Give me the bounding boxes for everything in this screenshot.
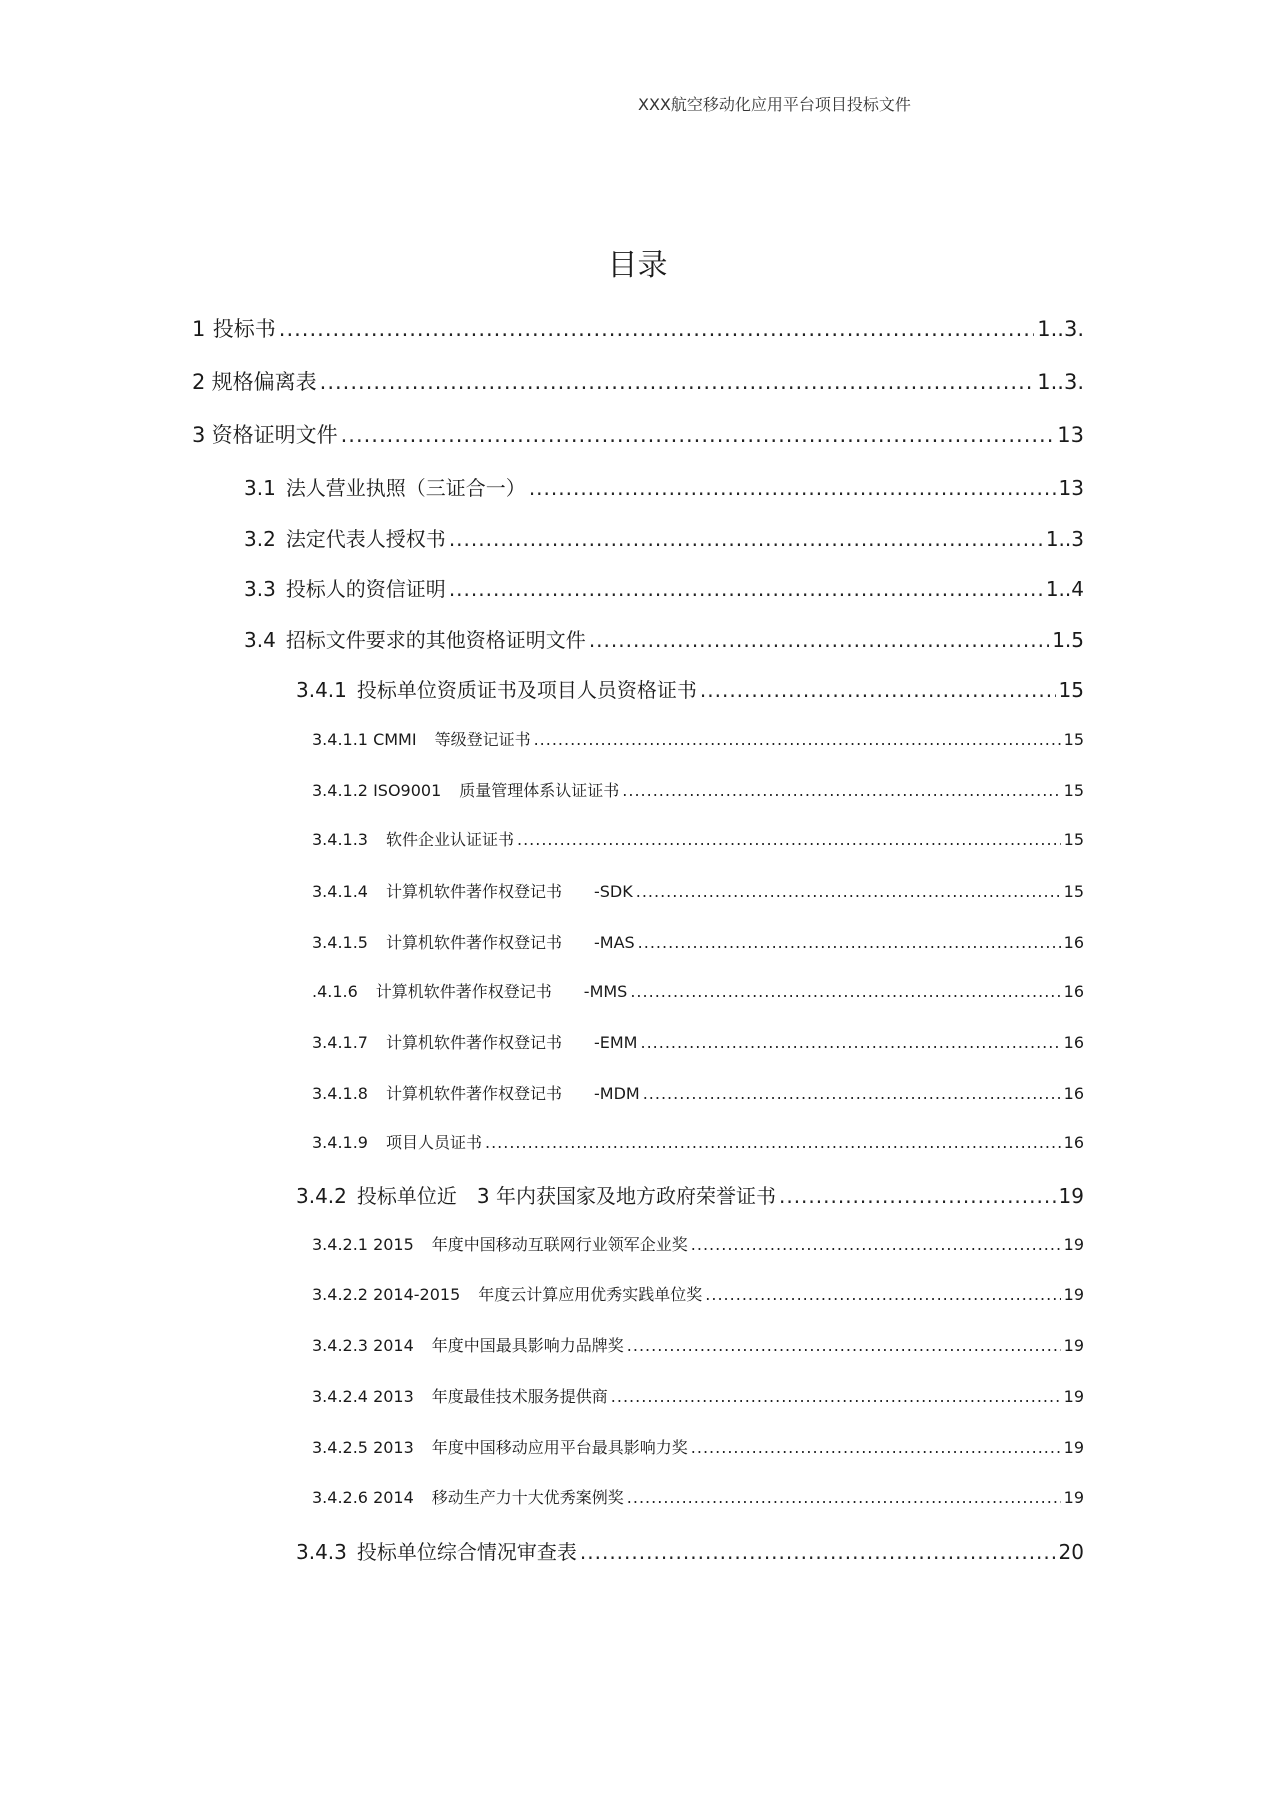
toc-entry-title: 质量管理体系认证证书 bbox=[459, 781, 620, 800]
toc-entry-number: 3.4.1.8 bbox=[312, 1084, 368, 1103]
toc-entry-number: 3.1 bbox=[244, 476, 276, 500]
toc-entry-page: 19 bbox=[1063, 1336, 1084, 1355]
toc-entry-number: 3.4.2.1 2015 bbox=[312, 1235, 414, 1254]
toc-entry-page: 16 bbox=[1063, 1084, 1084, 1103]
toc-entry-page: 15 bbox=[1063, 730, 1084, 749]
dot-leader bbox=[640, 1033, 1060, 1052]
toc-entry-3-4-1-5[interactable] bbox=[312, 930, 1084, 953]
toc-entry-title: 项目人员证书 bbox=[385, 1133, 482, 1152]
toc-entry-number: 3.4.2.4 2013 bbox=[312, 1387, 414, 1406]
toc-entry-3[interactable] bbox=[192, 419, 1084, 449]
toc-entry-3-4-1[interactable] bbox=[296, 674, 1084, 703]
toc-entry-number: 3.4.1.5 bbox=[312, 933, 368, 952]
toc-entry-title: 法定代表人授权书 bbox=[285, 527, 446, 551]
toc-entry-3-1[interactable] bbox=[244, 472, 1084, 501]
toc-entry-page: 16 bbox=[1063, 933, 1084, 952]
dot-leader bbox=[279, 317, 1034, 341]
toc-entry-3-4-2[interactable] bbox=[296, 1180, 1084, 1209]
dot-leader bbox=[449, 577, 1043, 601]
toc-entry-number: 3.4.2.5 2013 bbox=[312, 1438, 414, 1457]
dot-leader bbox=[636, 882, 1061, 901]
dot-leader bbox=[630, 982, 1060, 1001]
toc-entry-title: 投标单位资质证书及项目人员资格证书 bbox=[356, 678, 697, 702]
dot-leader bbox=[627, 1336, 1061, 1355]
toc-entry-title: 招标文件要求的其他资格证明文件 bbox=[285, 628, 586, 652]
toc-entry-page: 1.5 bbox=[1052, 628, 1084, 652]
toc-entry-number: 2 bbox=[192, 370, 206, 394]
toc-entry-3-4-2-4[interactable] bbox=[312, 1384, 1084, 1407]
toc-entry-3-4-1-1[interactable] bbox=[312, 727, 1084, 750]
toc-entry-title: 资格证明文件 bbox=[211, 423, 338, 447]
toc-entry-page: 15 bbox=[1063, 781, 1084, 800]
toc-entry-page: 19 bbox=[1063, 1285, 1084, 1304]
dot-leader bbox=[627, 1488, 1061, 1507]
toc-entry-title: 投标单位综合情况审查表 bbox=[356, 1540, 577, 1564]
toc-entry-title: 计算机软件著作权登记书 -SDK bbox=[385, 882, 633, 901]
toc-entry-page: 19 bbox=[1063, 1488, 1084, 1507]
toc-entry-3-4-1-7[interactable] bbox=[312, 1030, 1084, 1053]
dot-leader bbox=[638, 933, 1061, 952]
dot-leader bbox=[485, 1133, 1061, 1152]
toc-entry-2[interactable] bbox=[192, 366, 1084, 396]
toc-entry-title: 计算机软件著作权登记书 -MMS bbox=[375, 982, 628, 1001]
toc-entry-title: 软件企业认证证书 bbox=[385, 830, 514, 849]
toc-entry-number: 3.3 bbox=[244, 577, 276, 601]
dot-leader bbox=[517, 830, 1061, 849]
dot-leader bbox=[691, 1438, 1061, 1457]
toc-entry-3-4-2-1[interactable] bbox=[312, 1232, 1084, 1255]
dot-leader bbox=[534, 730, 1061, 749]
toc-entry-title: 计算机软件著作权登记书 -EMM bbox=[385, 1033, 638, 1052]
toc-entry-number: 3.4.1.1 CMMI bbox=[312, 730, 417, 749]
toc-entry-page: 13 bbox=[1057, 423, 1084, 447]
toc-entry-page: 19 bbox=[1063, 1235, 1084, 1254]
toc-entry-page: 1..3. bbox=[1037, 317, 1084, 341]
toc-entry-number: 3.4.1.4 bbox=[312, 882, 368, 901]
toc-entry-3-4-1-9[interactable] bbox=[312, 1130, 1084, 1153]
toc-entry-number: .4.1.6 bbox=[312, 982, 358, 1001]
dot-leader bbox=[643, 1084, 1061, 1103]
toc-entry-number: 3.4.1 bbox=[296, 678, 347, 702]
dot-leader bbox=[691, 1235, 1061, 1254]
dot-leader bbox=[529, 476, 1056, 500]
dot-leader bbox=[449, 527, 1043, 551]
toc-entry-title: 投标单位近 3 年内获国家及地方政府荣誉证书 bbox=[356, 1184, 776, 1208]
toc-entry-title: 投标书 bbox=[212, 317, 276, 341]
dot-leader bbox=[341, 423, 1055, 447]
dot-leader bbox=[611, 1387, 1061, 1406]
toc-entry-page: 19 bbox=[1063, 1438, 1084, 1457]
toc-entry-number: 3.4.2.2 2014-2015 bbox=[312, 1285, 461, 1304]
dot-leader bbox=[622, 781, 1060, 800]
toc-entry-title: 年度中国移动应用平台最具影响力奖 bbox=[431, 1438, 688, 1457]
toc-entry-title: 法人营业执照（三证合一） bbox=[285, 476, 526, 500]
toc-entry-number: 3.4.1.3 bbox=[312, 830, 368, 849]
dot-leader bbox=[705, 1285, 1060, 1304]
toc-entry-number: 3.4.1.7 bbox=[312, 1033, 368, 1052]
toc-entry-number: 3.2 bbox=[244, 527, 276, 551]
toc-entry-3-4-1-2[interactable] bbox=[312, 778, 1084, 801]
dot-leader bbox=[779, 1184, 1056, 1208]
toc-entry-number: 3.4.3 bbox=[296, 1540, 347, 1564]
toc-entry-page: 19 bbox=[1063, 1387, 1084, 1406]
dot-leader bbox=[580, 1540, 1056, 1564]
toc-entry-3-4-3[interactable] bbox=[296, 1536, 1084, 1565]
toc-entry-page: 15 bbox=[1063, 830, 1084, 849]
toc-entry-number: 1 bbox=[192, 317, 206, 341]
running-header: XXX航空移动化应用平台项目投标文件 bbox=[638, 95, 911, 114]
toc-entry-number: 3.4.2 bbox=[296, 1184, 347, 1208]
toc-entry-title: 计算机软件著作权登记书 -MDM bbox=[385, 1084, 640, 1103]
dot-leader bbox=[589, 628, 1049, 652]
toc-entry-3-4-1-8[interactable] bbox=[312, 1081, 1084, 1104]
toc-entry-title: 投标人的资信证明 bbox=[285, 577, 446, 601]
toc-entry-3-4-2-2[interactable] bbox=[312, 1282, 1084, 1305]
toc-entry-title: 年度云计算应用优秀实践单位奖 bbox=[478, 1285, 703, 1304]
toc-entry-3-4-1-4[interactable] bbox=[312, 879, 1084, 902]
toc-entry-1[interactable] bbox=[192, 313, 1084, 343]
toc-entry-page: 13 bbox=[1058, 476, 1084, 500]
toc-entry-3-4-2-6[interactable] bbox=[312, 1485, 1084, 1508]
toc-entry-page: 19 bbox=[1058, 1184, 1084, 1208]
toc-entry-page: 16 bbox=[1063, 982, 1084, 1001]
toc-entry-3-4[interactable] bbox=[244, 624, 1084, 653]
toc-entry-title: 年度中国移动互联网行业领军企业奖 bbox=[431, 1235, 688, 1254]
toc-entry-page: 1..3 bbox=[1045, 527, 1084, 551]
toc-entry-title: 等级登记证书 bbox=[434, 730, 531, 749]
toc-entry-number: 3 bbox=[192, 423, 206, 447]
toc-entry-3-4-1-3[interactable] bbox=[312, 827, 1084, 850]
toc-entry-page: 1..3. bbox=[1037, 370, 1084, 394]
toc-entry-number: 3.4.2.6 2014 bbox=[312, 1488, 414, 1507]
dot-leader bbox=[320, 370, 1035, 394]
toc-entry-3-4-1-6[interactable] bbox=[312, 979, 1084, 1002]
toc-entry-title: 移动生产力十大优秀案例奖 bbox=[431, 1488, 624, 1507]
toc-entry-page: 15 bbox=[1063, 882, 1084, 901]
toc-entry-page: 15 bbox=[1058, 678, 1084, 702]
toc-entry-page: 20 bbox=[1058, 1540, 1084, 1564]
toc-entry-page: 1..4 bbox=[1045, 577, 1084, 601]
toc-entry-page: 16 bbox=[1063, 1033, 1084, 1052]
toc-entry-title: 年度最佳技术服务提供商 bbox=[431, 1387, 608, 1406]
page-title: 目录 bbox=[607, 248, 668, 283]
toc-entry-number: 3.4 bbox=[244, 628, 276, 652]
toc-entry-number: 3.4.1.2 ISO9001 bbox=[312, 781, 442, 800]
toc-entry-3-4-2-5[interactable] bbox=[312, 1435, 1084, 1458]
toc-entry-number: 3.4.1.9 bbox=[312, 1133, 368, 1152]
toc-entry-3-2[interactable] bbox=[244, 523, 1084, 552]
toc-entry-number: 3.4.2.3 2014 bbox=[312, 1336, 414, 1355]
toc-entry-3-4-2-3[interactable] bbox=[312, 1333, 1084, 1356]
toc-entry-page: 16 bbox=[1063, 1133, 1084, 1152]
dot-leader bbox=[700, 678, 1056, 702]
toc-entry-3-3[interactable] bbox=[244, 573, 1084, 602]
toc-entry-title: 年度中国最具影响力品牌奖 bbox=[431, 1336, 624, 1355]
toc-entry-title: 计算机软件著作权登记书 -MAS bbox=[385, 933, 635, 952]
toc-entry-title: 规格偏离表 bbox=[211, 370, 317, 394]
